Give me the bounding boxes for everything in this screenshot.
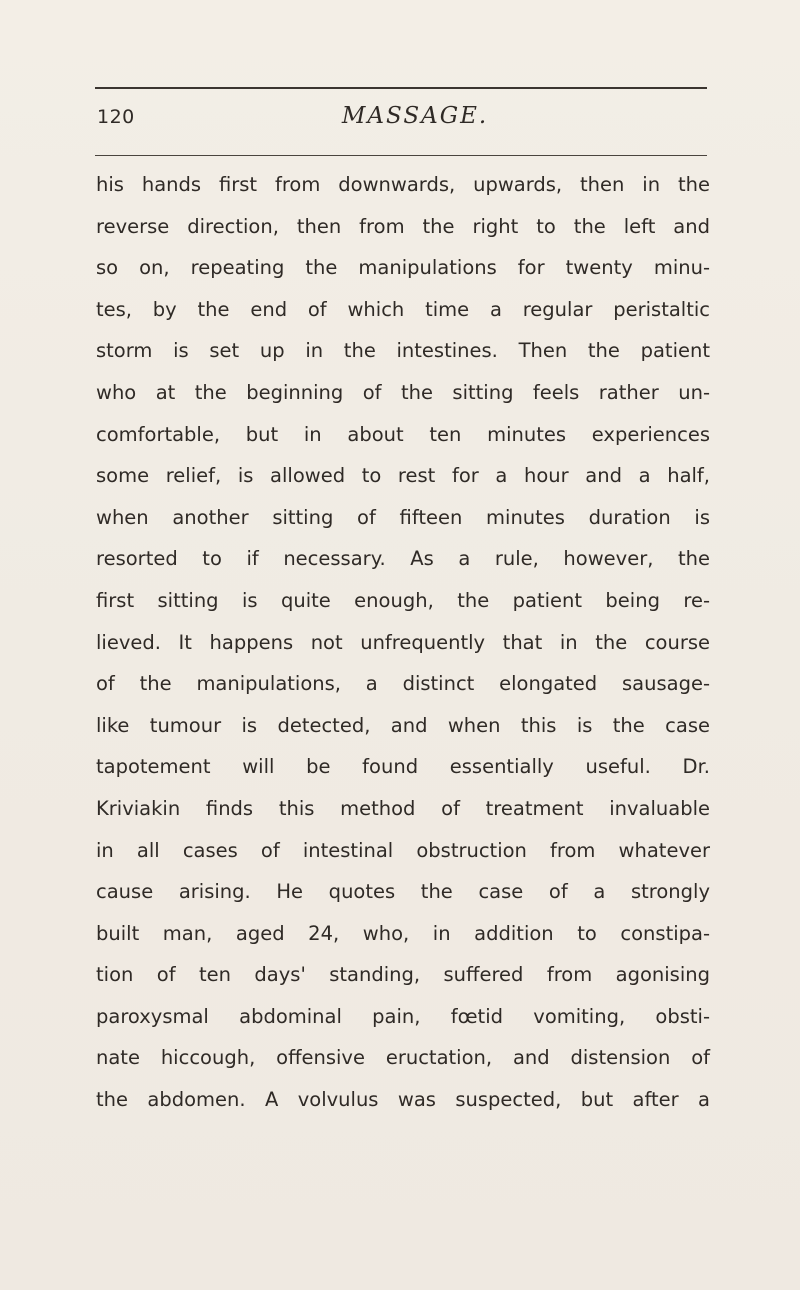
text-line: some relief, is allowed to rest for a hour and a half, xyxy=(96,464,710,488)
body-text xyxy=(96,164,710,1121)
text-line: his hands first from downwards, upwards, then in the xyxy=(96,173,710,196)
text-line: nate hiccough, offensive eructation, and distension of xyxy=(96,1046,710,1070)
text-line: comfortable, but in about ten minutes experiences xyxy=(96,422,710,446)
text-line: lieved. It happens not unfrequently that in the course xyxy=(96,630,710,654)
text-line: built man, aged 24, who, in addition to constipa- xyxy=(96,921,710,945)
text-line: first sitting is quite enough, the patient being re- xyxy=(96,588,710,612)
text-line: tes, by the end of which time a regular peristaltic xyxy=(96,297,710,321)
text-line: tapotement will be found essentially useful. Dr. xyxy=(96,755,710,779)
text-line: cause arising. He quotes the case of a strongly xyxy=(96,880,710,904)
header-rule-bottom xyxy=(95,155,707,156)
text-line: so on, repeating the manipulations for twenty minu- xyxy=(96,256,710,280)
text-line: paroxysmal abdominal pain, fœtid vomiting, obsti- xyxy=(96,1004,710,1028)
text-line: like tumour is detected, and when this is the case xyxy=(96,713,710,737)
text-line: reverse direction, then from the right to the left and xyxy=(96,214,710,238)
running-title: MASSAGE. xyxy=(341,103,489,129)
page-number: 120 xyxy=(97,106,135,128)
text-line: in all cases of intestinal obstruction from whatever xyxy=(96,838,710,862)
text-line: storm is set up in the intestines. Then the patient xyxy=(96,339,710,363)
text-line: tion of ten days' standing, suffered from agonising xyxy=(96,963,710,987)
text-line: Kriviakin finds this method of treatment invaluable xyxy=(96,796,710,820)
text-line: resorted to if necessary. As a rule, however, the xyxy=(96,547,710,571)
text-line: who at the beginning of the sitting feels rather un- xyxy=(96,380,710,404)
text-line: when another sitting of fifteen minutes duration is xyxy=(96,505,710,529)
header-rule-top xyxy=(95,87,707,89)
text-line: the abdomen. A volvulus was suspected, but after a xyxy=(96,1088,710,1112)
text-line: of the manipulations, a distinct elongated sausage- xyxy=(96,672,710,696)
